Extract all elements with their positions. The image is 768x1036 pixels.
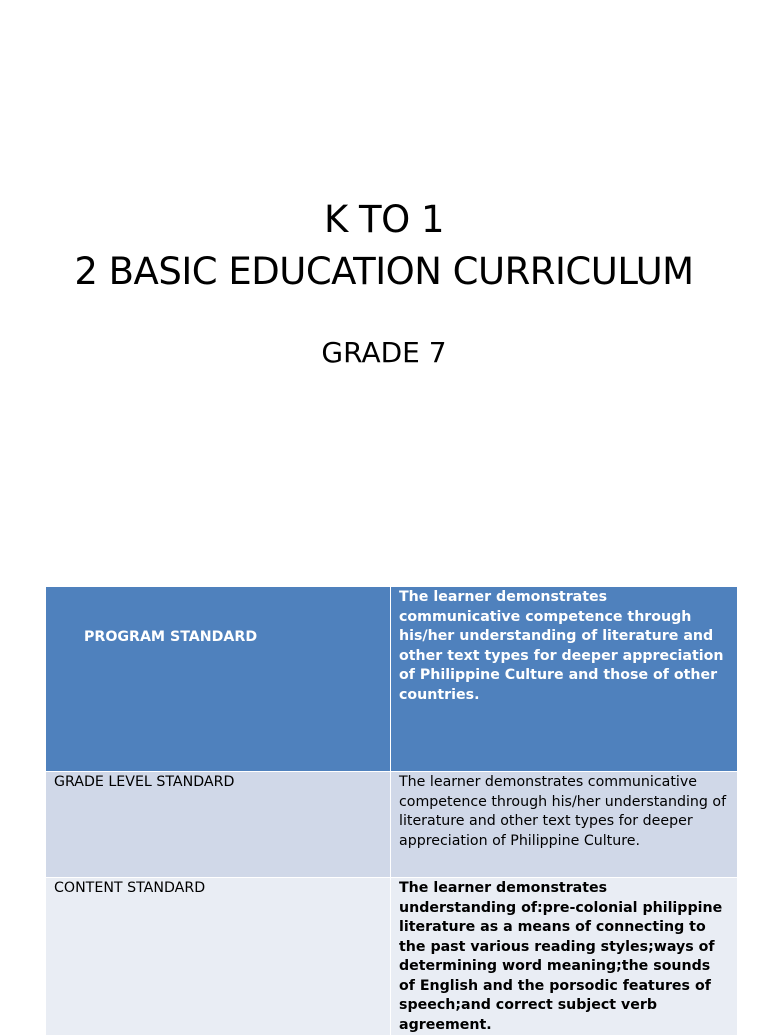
table-row <box>46 587 738 772</box>
row-text-content-standard: The learner demonstrates understanding of:pre-colonial philippine literature as a means of connecting to the past various reading styles;ways of determining word meaning;the sounds of English and the porsodic features of speech;and correct subject verb agreement. <box>391 878 738 1036</box>
title-line-1: K TO 1 <box>323 198 445 241</box>
table-row <box>46 772 738 878</box>
standards-table <box>45 586 738 1036</box>
row-label-content-standard: CONTENT STANDARD <box>46 878 391 1036</box>
row-label-grade-level-standard: GRADE LEVEL STANDARD <box>46 772 391 878</box>
row-text-grade-level-standard: The learner demonstrates communicative competence through his/her understanding of literature and other text types for deeper appreciation of Philippine Culture. <box>391 772 738 878</box>
title-line-2: 2 BASIC EDUCATION CURRICULUM <box>74 250 694 293</box>
row-text-program-standard: The learner demonstrates communicative competence through his/her understanding of literature and other text types for deeper appreciation of Philippine Culture and those of other countries. <box>391 587 738 772</box>
table-row <box>46 878 738 1036</box>
subtitle: GRADE 7 <box>321 336 447 369</box>
row-label-program-standard: PROGRAM STANDARD <box>46 587 391 772</box>
